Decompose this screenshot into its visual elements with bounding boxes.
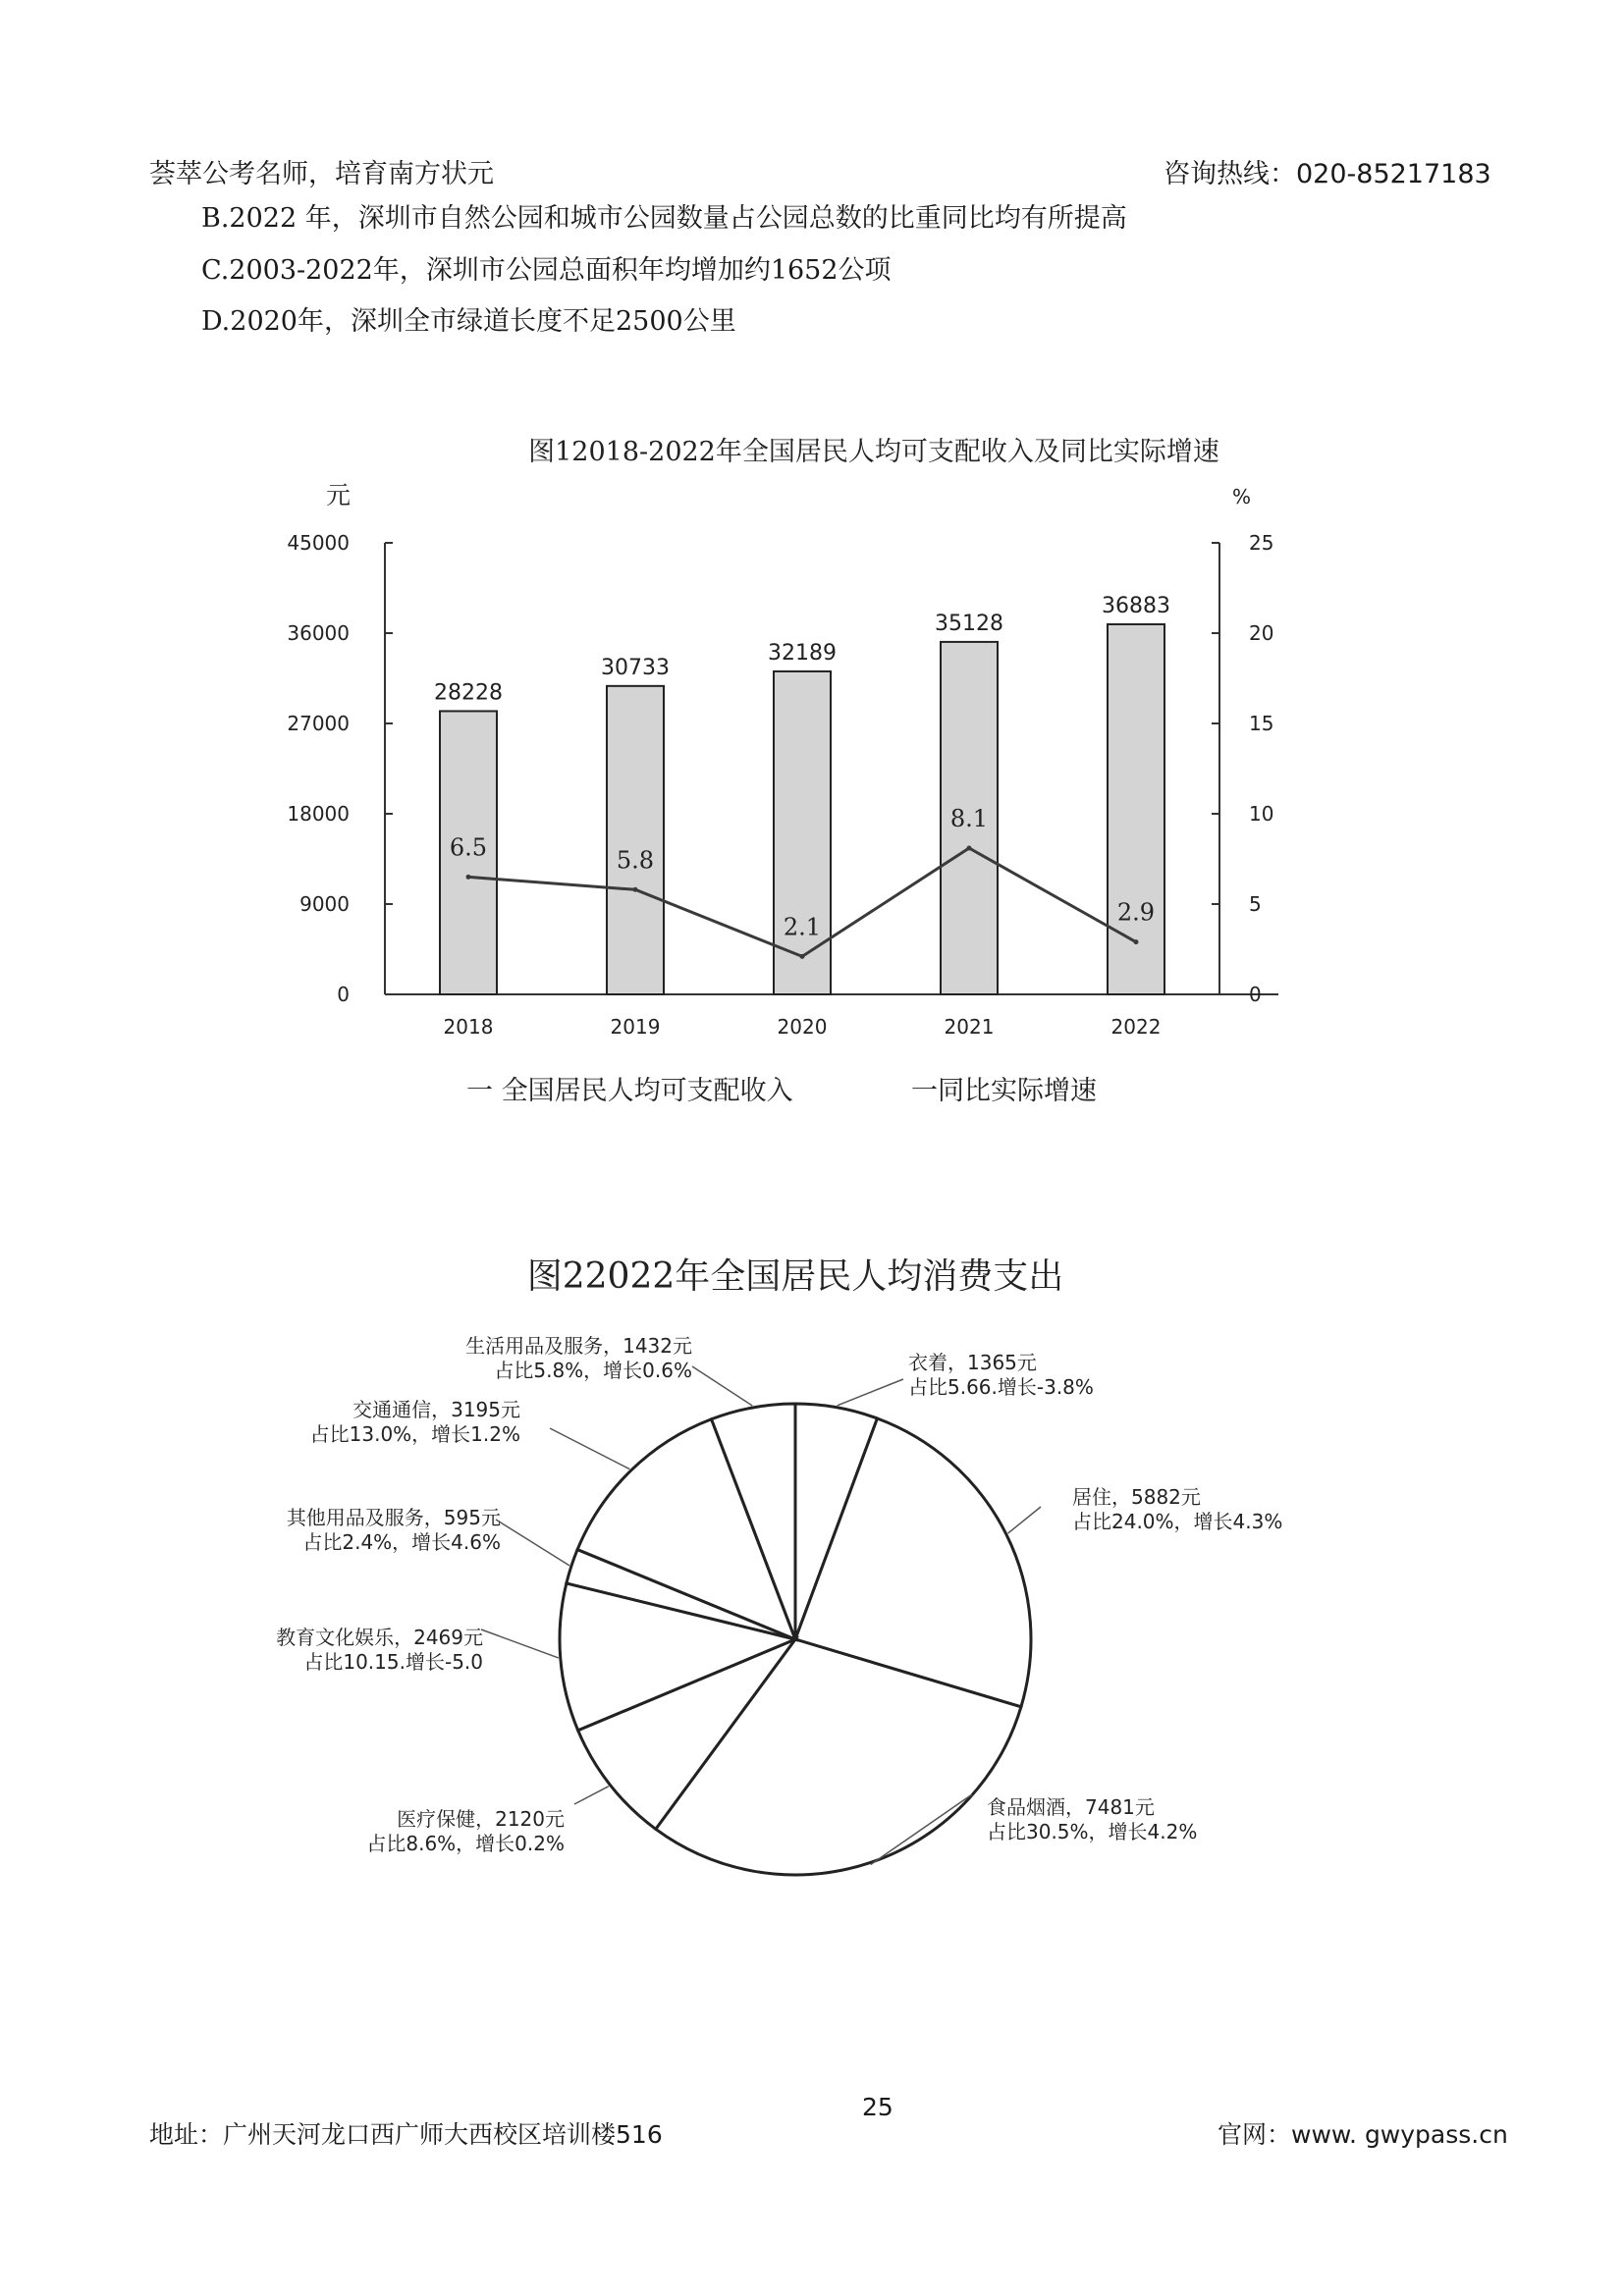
consumption-pie-chart bbox=[0, 1237, 1624, 1914]
page-number: 25 bbox=[862, 2093, 893, 2121]
chart2-title: 图22022年全国居民人均消费支出 bbox=[526, 1256, 1064, 1297]
income-bar-label: 36883 bbox=[1102, 593, 1170, 618]
pie-label-name: 交通通信，3195元 bbox=[352, 1398, 520, 1421]
right-tick-label: 25 bbox=[1249, 531, 1274, 555]
pie-label-name: 其他用品及服务，595元 bbox=[286, 1506, 501, 1529]
income-bar-label: 32189 bbox=[768, 640, 837, 666]
pie-label-share: 占比10.15.增长-5.0 bbox=[303, 1650, 483, 1674]
left-tick-label: 27000 bbox=[287, 712, 350, 735]
left-tick-label: 18000 bbox=[287, 802, 350, 826]
left-tick-label: 36000 bbox=[287, 621, 350, 645]
header-slogan: 荟萃公考名师，培育南方状元 bbox=[149, 159, 494, 189]
income-bar-2022 bbox=[1108, 624, 1164, 994]
chart1-title: 图12018-2022年全国居民人均可支配收入及同比实际增速 bbox=[528, 437, 1219, 467]
x-tick-label: 2020 bbox=[777, 1015, 828, 1039]
footer-address: 地址：广州天河龙口西广师大西校区培训楼516 bbox=[149, 2120, 663, 2149]
pie-leader-line bbox=[550, 1428, 629, 1469]
pie-label-name: 居住，5882元 bbox=[1072, 1485, 1201, 1509]
right-tick-label: 5 bbox=[1249, 892, 1262, 916]
pie-label-name: 生活用品及服务，1432元 bbox=[465, 1334, 692, 1358]
option-d: D.2020年，深圳全市绿道长度不足2500公里 bbox=[201, 306, 736, 337]
growth-label: 2.9 bbox=[1116, 898, 1156, 927]
growth-point bbox=[1134, 939, 1139, 944]
growth-label: 5.8 bbox=[616, 846, 655, 875]
right-tick-label: 0 bbox=[1249, 983, 1262, 1006]
right-tick-label: 15 bbox=[1249, 712, 1274, 735]
x-tick-label: 2018 bbox=[443, 1015, 494, 1039]
growth-point bbox=[800, 954, 805, 959]
left-axis-unit: 元 bbox=[326, 481, 352, 509]
pie-leader-line bbox=[692, 1366, 752, 1406]
growth-label: 2.1 bbox=[783, 913, 822, 941]
pie-leader-line bbox=[496, 1520, 569, 1566]
pie-leader-line bbox=[1008, 1507, 1041, 1533]
left-tick-label: 9000 bbox=[299, 892, 350, 916]
growth-point bbox=[466, 875, 471, 880]
chart1-legend bbox=[466, 1076, 1097, 1106]
pie-label-share: 占比8.6%，增长0.2% bbox=[366, 1832, 565, 1855]
income-chart bbox=[0, 412, 1624, 1129]
pie-label-name: 衣着，1365元 bbox=[908, 1351, 1037, 1374]
income-bar-2020 bbox=[774, 671, 831, 994]
footer-website: 官网：www. gwypass.cn bbox=[1218, 2120, 1508, 2149]
legend-growth: 一同比实际增速 bbox=[911, 1076, 1097, 1106]
pie-leader-line bbox=[838, 1379, 903, 1406]
left-tick-label: 45000 bbox=[287, 531, 350, 555]
option-b: B.2022 年，深圳市自然公园和城市公园数量占公园总数的比重同比均有所提高 bbox=[201, 203, 1127, 234]
growth-label: 8.1 bbox=[949, 804, 989, 832]
pie-label-share: 占比5.66.增长-3.8% bbox=[908, 1375, 1094, 1399]
pie-label-share: 占比24.0%，增长4.3% bbox=[1072, 1510, 1283, 1533]
legend-income: 一 全国居民人均可支配收入 bbox=[466, 1076, 793, 1106]
growth-point bbox=[967, 845, 972, 850]
pie-leader-line bbox=[574, 1787, 609, 1804]
pie-label-share: 占比5.8%，增长0.6% bbox=[494, 1359, 692, 1382]
income-bar-label: 35128 bbox=[935, 611, 1003, 636]
income-bar-label: 30733 bbox=[601, 655, 670, 680]
income-bar-2019 bbox=[607, 686, 664, 994]
pie-label-share: 占比30.5%，增长4.2% bbox=[987, 1820, 1198, 1843]
right-axis-unit: % bbox=[1232, 485, 1252, 508]
header-hotline: 咨询热线：020-85217183 bbox=[1164, 159, 1491, 189]
right-tick-label: 20 bbox=[1249, 621, 1274, 645]
pie-label-name: 医疗保健，2120元 bbox=[397, 1807, 565, 1831]
pie-label-name: 食品烟酒，7481元 bbox=[987, 1795, 1155, 1819]
pie-label-name: 教育文化娱乐，2469元 bbox=[276, 1626, 483, 1649]
pie-label-share: 占比13.0%，增长1.2% bbox=[309, 1422, 520, 1446]
pie-label-share: 占比2.4%，增长4.6% bbox=[302, 1530, 501, 1554]
right-tick-label: 10 bbox=[1249, 802, 1274, 826]
x-tick-label: 2022 bbox=[1110, 1015, 1162, 1039]
pie-leader-line bbox=[481, 1629, 559, 1658]
income-bar-label: 28228 bbox=[434, 680, 503, 706]
x-tick-label: 2021 bbox=[944, 1015, 995, 1039]
growth-point bbox=[633, 887, 638, 892]
option-c: C.2003-2022年，深圳市公园总面积年均增加约1652公项 bbox=[201, 255, 892, 286]
x-tick-label: 2019 bbox=[610, 1015, 661, 1039]
growth-label: 6.5 bbox=[449, 833, 488, 862]
left-tick-label: 0 bbox=[337, 983, 350, 1006]
